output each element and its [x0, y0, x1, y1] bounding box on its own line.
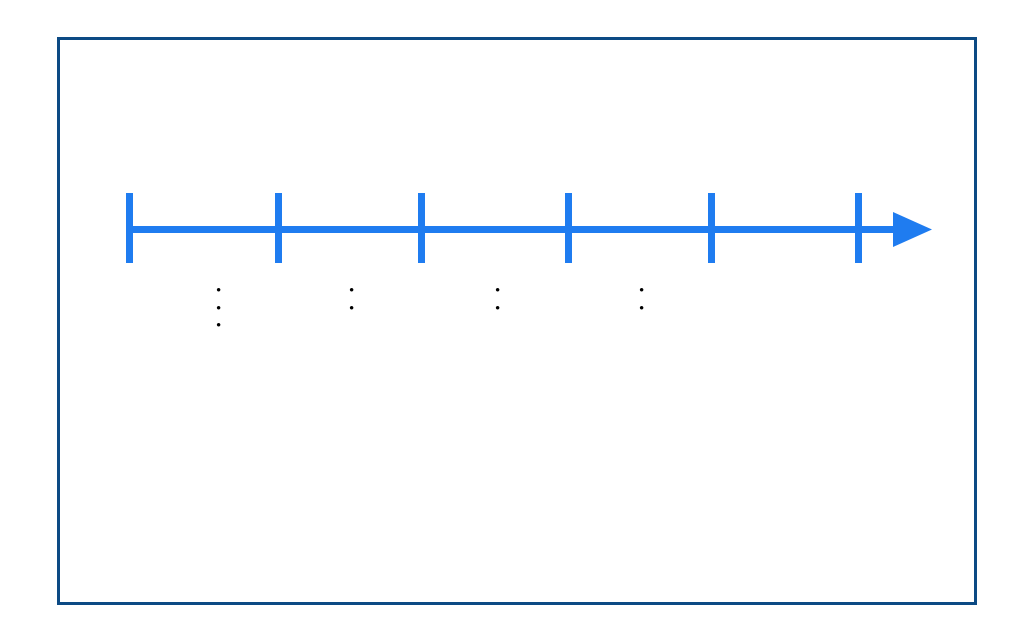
bullet-item	[349, 301, 497, 319]
event-desc-1999	[639, 283, 787, 318]
tick-1995	[275, 193, 282, 263]
bullet-item	[639, 283, 787, 301]
tick-1976	[126, 193, 133, 263]
bullet-item	[349, 283, 497, 301]
bullet-item	[495, 301, 643, 319]
bullet-item	[210, 318, 360, 336]
tick-1998	[565, 193, 572, 263]
tick-2002	[855, 193, 862, 263]
timeline-bar	[126, 226, 900, 233]
bullet-item	[639, 301, 787, 319]
bullet-item	[495, 283, 643, 301]
event-desc-1998	[495, 283, 643, 318]
event-desc-1996	[349, 283, 497, 318]
tick-1999	[708, 193, 715, 263]
bullet-item	[210, 283, 360, 301]
arrow-head	[893, 212, 932, 247]
tick-1996	[418, 193, 425, 263]
bullet-item	[210, 301, 360, 319]
event-desc-1995	[210, 283, 360, 336]
